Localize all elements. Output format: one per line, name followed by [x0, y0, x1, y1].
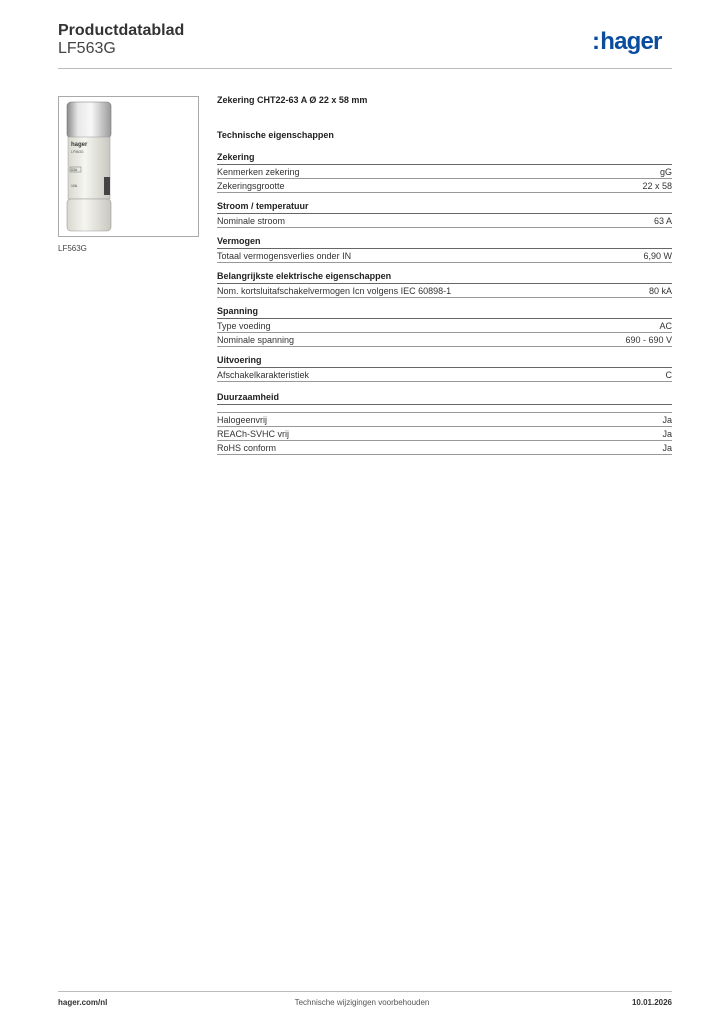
spec-label: Type voeding — [217, 321, 271, 331]
spec-value: 22 x 58 — [642, 181, 672, 191]
spec-label: Totaal vermogensverlies onder IN — [217, 251, 352, 261]
logo-text: hager — [600, 28, 662, 55]
spec-group-spacer — [217, 405, 672, 413]
spec-group-title: Uitvoering — [217, 355, 672, 368]
spec-row — [217, 427, 672, 441]
spec-group-title: Zekering — [217, 152, 672, 165]
page-title: Productdatablad — [58, 22, 185, 39]
spec-group-title: Duurzaamheid — [217, 392, 672, 405]
spec-label: Nom. kortsluitafschakelvermogen Icn volgens IEC 60898-1 — [217, 286, 452, 296]
fuse-model-label: LF563G — [71, 150, 84, 154]
spec-label: RoHS conform — [217, 443, 277, 453]
spec-group — [217, 355, 672, 382]
spec-row — [217, 249, 672, 263]
spec-value: Ja — [662, 415, 672, 425]
hager-logo: :hager — [592, 28, 662, 55]
spec-label: Zekeringsgrootte — [217, 181, 285, 191]
spec-group — [217, 201, 672, 228]
fuse-top-cap — [67, 102, 111, 138]
footer-date: 10.01.2026 — [631, 998, 672, 1007]
fuse-rating-label: 10A — [71, 184, 78, 188]
spec-group-title: Belangrijkste elektrische eigenschappen — [217, 271, 672, 284]
spec-value: Ja — [662, 429, 672, 439]
spec-label: Halogeenvrij — [217, 415, 268, 425]
spec-group — [217, 306, 672, 347]
spec-value: 80 kA — [648, 286, 672, 296]
spec-groups — [217, 152, 672, 455]
header-divider — [58, 68, 672, 69]
spec-row — [217, 333, 672, 347]
spec-label: Kenmerken zekering — [217, 167, 300, 177]
spec-label: Nominale stroom — [217, 216, 286, 226]
fuse-side-stripe — [104, 177, 110, 195]
spec-content — [217, 95, 672, 455]
spec-group — [217, 392, 672, 455]
spec-label: REACh-SVHC vrij — [217, 429, 290, 439]
spec-label: Afschakelkarakteristiek — [217, 370, 310, 380]
spec-row — [217, 319, 672, 333]
spec-row — [217, 368, 672, 382]
spec-value: Ja — [662, 443, 672, 453]
spec-value: 6,90 W — [643, 251, 672, 261]
spec-group — [217, 271, 672, 298]
product-image-frame — [58, 96, 199, 237]
section-title: Technische eigenschappen — [217, 130, 334, 140]
product-image-caption: LF563G — [58, 244, 87, 253]
spec-group — [217, 236, 672, 263]
spec-value: gG — [659, 167, 672, 177]
fuse-current-label: 63A — [71, 168, 78, 172]
spec-group — [217, 152, 672, 193]
product-name: Zekering CHT22-63 A Ø 22 x 58 mm — [217, 95, 368, 105]
spec-label: Nominale spanning — [217, 335, 295, 345]
spec-value: 690 - 690 V — [625, 335, 672, 345]
spec-row — [217, 214, 672, 228]
fuse-bottom-cap — [67, 199, 111, 231]
spec-group-title: Spanning — [217, 306, 672, 319]
spec-value: C — [665, 370, 672, 380]
spec-row — [217, 284, 672, 298]
spec-row — [217, 441, 672, 455]
spec-group-title: Vermogen — [217, 236, 672, 249]
footer-disclaimer: Technische wijzigingen voorbehouden — [294, 998, 430, 1007]
footer-website: hager.com/nl — [58, 998, 108, 1007]
spec-row — [217, 165, 672, 179]
spec-value: AC — [659, 321, 672, 331]
fuse-product-image — [66, 101, 112, 232]
spec-value: 63 A — [653, 216, 672, 226]
product-code: LF563G — [58, 40, 116, 57]
spec-row — [217, 179, 672, 193]
spec-group-title: Stroom / temperatuur — [217, 201, 672, 214]
footer-divider — [58, 991, 672, 992]
fuse-brand-label: hager — [71, 142, 88, 148]
spec-row — [217, 413, 672, 427]
